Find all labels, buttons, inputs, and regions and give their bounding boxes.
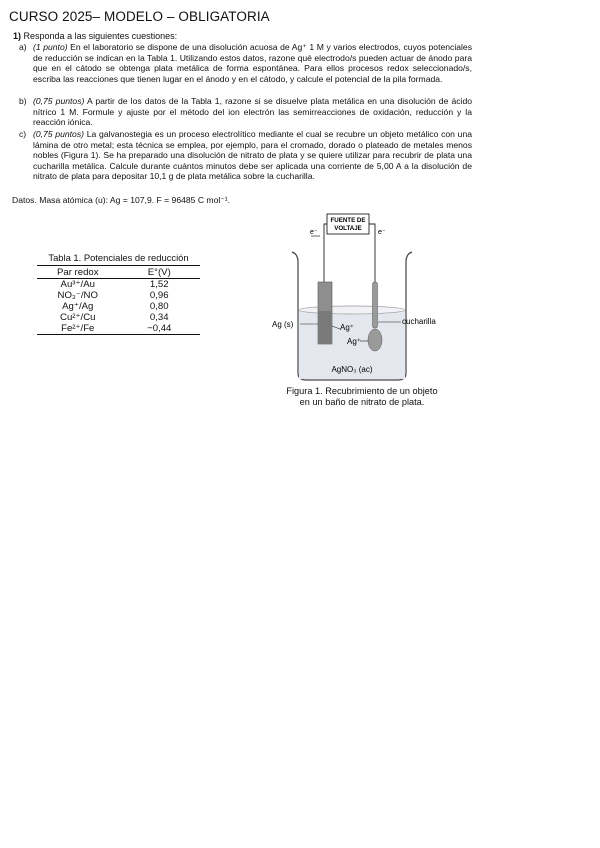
power-source-label-2: VOLTAJE — [334, 225, 362, 232]
table-row — [37, 279, 200, 291]
spoon-bowl — [368, 329, 382, 351]
item-points: (0,75 puntos) — [33, 96, 85, 106]
table-cell: 0,96 — [149, 290, 169, 301]
silver-electrode-immersed — [318, 311, 332, 344]
table-cell: 0,34 — [149, 312, 169, 323]
table-cell: Ag⁺/Ag — [62, 301, 94, 312]
ag-solid-label: Ag (s) — [272, 320, 294, 329]
ag-ion-label-2: Ag⁺ — [347, 337, 362, 346]
electron-label-left: e⁻ — [310, 229, 318, 236]
table-cell: Cu²⁺/Cu — [60, 312, 96, 323]
electroplating-figure — [268, 210, 468, 410]
table-row — [37, 301, 200, 312]
table-row — [37, 312, 200, 323]
table-header-row — [37, 266, 200, 279]
figure-caption-line-1: Figura 1. Recubrimiento de un objeto — [286, 386, 438, 396]
item-label: a) — [19, 42, 27, 52]
figure-caption-line-2: en un baño de nitrato de plata. — [299, 397, 425, 407]
solution-surface — [299, 306, 405, 314]
power-source-label-1: FUENTE DE — [330, 217, 366, 224]
table-cell: −0,44 — [147, 323, 172, 334]
item-text: La galvanostegia es un proceso electrolítico mediante el cual se recubre un objeto metálico con una lámina de otro metal; esta técnica se emplea, por ejemplo, para el cromado, dorado o plateado de metales menos nobles (Figura 1). Se ha preparado una disolución de nitrato de plata y se quiere utilizar para recubrir de plata una cucharilla metálica. Calcule durante cuántos minutos debe ser aplicada una corriente de 5,00 A a la disolución de nitrato de plata para depositar 10,1 g de plata metálica sobre la cucharilla. — [33, 129, 473, 182]
spoon-label: cucharilla — [402, 317, 436, 326]
question-number: 1) — [13, 31, 22, 41]
table-row — [37, 290, 200, 301]
item-label: b) — [19, 96, 27, 106]
spoon-handle — [373, 282, 378, 328]
table-row — [37, 323, 200, 335]
table-cell: 1,52 — [149, 279, 169, 290]
question-intro-text: Responda a las siguientes cuestiones: — [23, 31, 178, 41]
question-item-b — [19, 96, 473, 128]
figure-caption — [262, 386, 462, 408]
datos-line: Datos. Masa atómica (u): Ag = 107,9. F = 96485 C mol⁻¹. — [12, 195, 231, 205]
page-title: CURSO 2025– MODELO – OBLIGATORIA — [9, 9, 270, 24]
solution-label: AgNO₃ (ac) — [331, 365, 373, 374]
table — [37, 265, 200, 335]
item-text: A partir de los datos de la Tabla 1, razone si se disuelve plata metálica en una disolución de ácido nítrico 1 M. Formule y ajuste por el método del ion electrón las semirreacciones de oxidación, reducción y la reacción iónica. — [33, 96, 473, 128]
item-label: c) — [19, 129, 27, 139]
item-points: (1 punto) — [33, 42, 68, 52]
electron-label-right: e⁻ — [378, 229, 386, 236]
item-text: En el laboratorio se dispone de una disolución acuosa de Ag⁺ 1 M y varios electrodos, cuyos potenciales de reducción se indican en la Tabla 1. Utilizando estos datos, razone qué electrodo/s pueden actuar de ánodo para que en el cátodo se obtenga plata metálica de forma espontánea. Para ellos procesos redox seleccionado/s, escriba las reacciones que tienen lugar en el ánodo y en el cátodo, y calcule el potencial de la pila formada. — [33, 42, 472, 84]
item-points: (0,75 puntos) — [33, 129, 84, 139]
column-header: E°(V) — [147, 267, 171, 278]
wire-right — [369, 224, 375, 285]
wire-left — [324, 224, 327, 285]
table-cell: NO₃⁻/NO — [57, 290, 98, 301]
table-cell: Fe²⁺/Fe — [61, 323, 95, 334]
table-cell: 0,80 — [149, 301, 169, 312]
question-item-a — [19, 42, 472, 84]
table-cell: Au³⁺/Au — [60, 279, 95, 290]
table-caption: Tabla 1. Potenciales de reducción — [48, 252, 189, 263]
ag-ion-label-1: Ag⁺ — [340, 323, 355, 332]
question-intro — [13, 31, 177, 41]
question-item-c — [19, 129, 473, 182]
column-header: Par redox — [56, 267, 99, 278]
potentials-table — [37, 252, 200, 335]
